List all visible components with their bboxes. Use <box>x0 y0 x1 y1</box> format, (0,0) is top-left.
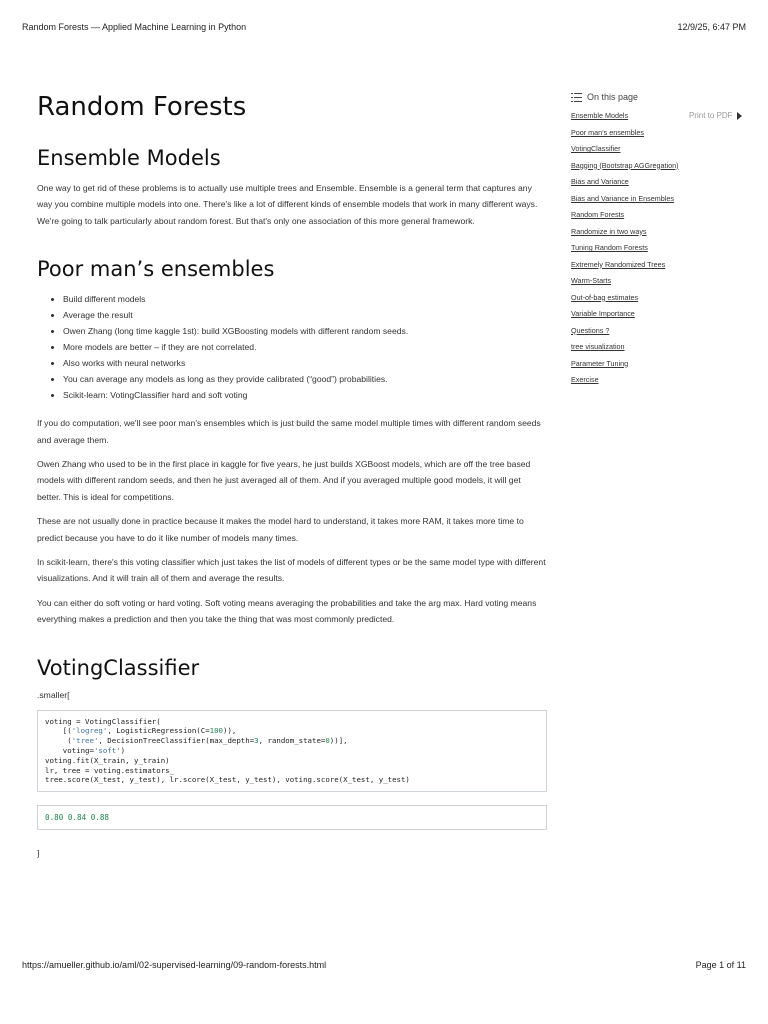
list-item: • Scikit-learn: VotingClassifier hard and soft voting <box>63 387 547 403</box>
toc-link-out-of-bag[interactable]: Out-of-bag estimates <box>571 292 639 302</box>
paragraph: In scikit-learn, there's this voting classifier which just takes the list of models of different types or be the same model type with different visualizations. And it will train all of them and average the results. <box>37 557 546 584</box>
toc-link-poor-mans-ensembles[interactable]: Poor man’s ensembles <box>571 127 644 137</box>
toc-link-bias-variance-ensembles[interactable]: Bias and Variance in Ensembles <box>571 193 674 203</box>
page-url: https://amueller.github.io/aml/02-supervised-learning/09-random-forests.html <box>22 960 327 970</box>
toc-link-ensemble-models[interactable]: Ensemble Models <box>571 111 629 120</box>
print-to-pdf-label: Print to PDF <box>689 111 733 120</box>
toc-link-bias-and-variance[interactable]: Bias and Variance <box>571 177 629 186</box>
closing-bracket: ] <box>37 848 40 859</box>
paragraph: One way to get rid of these problems is to actually use multiple trees and Ensemble. Ensemble is a general term that captures any way you combine multiple models into one. There's like a lot of different kinds of ensemble models that work in many different ways. We're going to talk particularly about random forest. But that's only one association of this more general framework. <box>37 183 538 226</box>
smaller-marker: .smaller[ <box>37 689 70 700</box>
section-heading-votingclassifier: VotingClassifier <box>37 655 200 680</box>
toc-heading-label: On this page <box>587 92 639 102</box>
list-item: • More models are better – if they are not correlated. <box>63 339 547 355</box>
list-item: • Owen Zhang (long time kaggle 1st): build XGBoosting models with different random seeds. <box>63 323 547 339</box>
paragraph: These are not usually done in practice because it makes the model hard to understand, it takes more RAM, it takes more time to predict because you have to do it like number of models many times. <box>37 516 524 543</box>
bullet-list <box>37 291 547 403</box>
paragraph: If you do computation, we'll see poor man's ensembles which is just build the same model multiple times with different random seeds and average them. <box>37 418 541 445</box>
print-datetime: 12/9/25, 6:47 PM <box>677 22 746 32</box>
toc-link-extremely-randomized-trees[interactable]: Extremely Randomized Trees <box>571 259 666 269</box>
toc-heading <box>571 92 751 102</box>
print-header <box>22 22 746 32</box>
toc-link-tree-visualization[interactable]: tree visualization <box>571 342 625 351</box>
page-number: Page 1 of 11 <box>695 960 746 970</box>
toc-link-bagging[interactable]: Bagging (Bootstrap AGGregation) <box>571 160 679 170</box>
list-item: • You can average any models as long as they provide calibrated (“good”) probabilities. <box>63 371 547 387</box>
toc-link-votingclassifier[interactable]: VotingClassifier <box>571 144 621 153</box>
toc-link-questions[interactable]: Questions ? <box>571 325 610 335</box>
section-heading-poor-mans-ensembles: Poor man’s ensembles <box>37 257 275 282</box>
toc-link-warm-starts[interactable]: Warm-Starts <box>571 276 612 285</box>
section-heading-ensemble-models: Ensemble Models <box>37 146 221 170</box>
list-item: • Also works with neural networks <box>63 355 547 371</box>
toc-list <box>571 108 751 389</box>
toc-link-exercise[interactable]: Exercise <box>571 375 599 384</box>
toc-link-random-forests[interactable]: Random Forests <box>571 210 625 219</box>
code-block: voting = VotingClassifier( [('logreg', LogisticRegression(C=100)), ('tree', DecisionTreeClassifier(max_depth=3, random_state=0))], voting='soft') voting.fit(X_train, y_train) lr, tree = voting.estimators_ tree.score(X_test, y_test), lr.score(X_test, y_test), voting.score(X_test, y_test) <box>37 710 547 793</box>
list-item: • Average the result <box>63 307 547 323</box>
print-footer <box>22 960 746 970</box>
toc-link-tuning-random-forests[interactable]: Tuning Random Forests <box>571 243 648 252</box>
paragraph: You can either do soft voting or hard voting. Soft voting means averaging the probabilities and take the arg max. Hard voting means everything makes a prediction and then you take the thing that was most commonly predicted. <box>37 597 537 625</box>
toc-link-randomize-two-ways[interactable]: Randomize in two ways <box>571 226 647 236</box>
toc-link-variable-importance[interactable]: Variable Importance <box>571 309 635 318</box>
toc-link-parameter-tuning[interactable]: Parameter Tuning <box>571 358 629 368</box>
main-content <box>37 92 547 858</box>
page-title: Random Forests <box>37 92 247 122</box>
document-title: Random Forests — Applied Machine Learning in Python <box>22 22 247 32</box>
code-output: 0.80 0.84 0.88 <box>37 805 547 830</box>
list-item: • Build different models <box>63 291 547 307</box>
paragraph: Owen Zhang who used to be in the first place in kaggle for five years, he just builds XGBoost models, which are off the tree based models with different random seeds, and then he just averaged all of them. And if you averaged multiple good models, it will get better. This is ideal for competitions. <box>37 459 531 502</box>
on-this-page-nav <box>571 92 751 389</box>
list-icon <box>571 93 582 102</box>
